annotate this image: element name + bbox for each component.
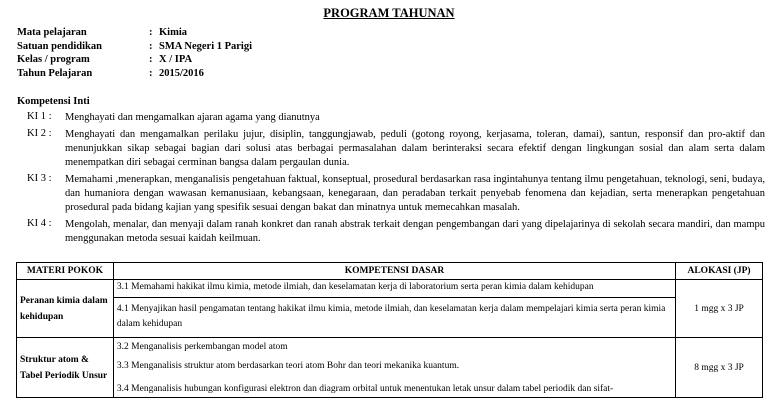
page-title: PROGRAM TAHUNAN xyxy=(323,6,455,20)
header-alokasi: ALOKASI (JP) xyxy=(676,263,763,280)
meta-row-school xyxy=(17,40,252,54)
meta-label: Tahun Pelajaran xyxy=(17,67,93,79)
meta-row-class xyxy=(17,53,252,67)
ki-code: KI 3 : xyxy=(27,173,52,184)
alokasi-cell: 1 mgg x 3 JP xyxy=(676,280,763,338)
ki-text: Menghayati dan mengamalkan ajaran agama yang dianutnya xyxy=(65,112,320,123)
kd-item: 4.1 Menyajikan hasil pengamatan tentang hakikat ilmu kimia, metode ilmiah, dan keselamatan kerja dalam mempelajari kimia serta peran kimia dalam kehidupan xyxy=(116,304,666,329)
header-materi-pokok: MATERI POKOK xyxy=(17,263,114,280)
meta-value: SMA Negeri 1 Parigi xyxy=(159,40,253,52)
header-kompetensi-dasar: KOMPETENSI DASAR xyxy=(113,263,675,280)
document-meta xyxy=(17,26,252,80)
materi-pokok-cell: Struktur atom & Tabel Periodik Unsur xyxy=(17,338,114,398)
meta-value: Kimia xyxy=(159,27,187,38)
kd-item: 3.4 Menganalisis hubungan konfigurasi elektron dan diagram orbital untuk menentukan letak unsur dalam tabel periodik dan sifat- xyxy=(116,384,614,394)
meta-label: Kelas / program xyxy=(17,54,90,66)
table-row xyxy=(17,280,763,338)
ki-text: Memahami ,menerapkan, menganalisis pengetahuan faktual, konseptual, prosedural berdasarkan rasa ingintahunya tentang ilmu pengetahuan, teknologi, seni, budaya, dan humaniora dengan wawasan kemanusiaan, kebangsaan, kenegaraan, dan peradaban terkait penyebab fenomena dan kejadian, serta menerapkan pengetahuan prosedural pada bidang kajian yang spesifik sesuai dengan bakat dan minatnya untuk memecahkan masalah. xyxy=(65,174,765,213)
meta-row-year xyxy=(17,67,252,81)
ki-code: KI 1 : xyxy=(27,111,52,122)
kd-cell xyxy=(113,338,675,398)
kd-item: 3.3 Menganalisis struktur atom berdasarkan teori atom Bohr dan teori mekanika kuantum. xyxy=(116,361,460,371)
kd-cell xyxy=(113,280,675,338)
ki-code: KI 4 : xyxy=(27,218,52,229)
table-header-row xyxy=(17,263,763,280)
meta-colon: : xyxy=(149,27,153,38)
meta-colon: : xyxy=(149,67,153,79)
ki-text: Menghayati dan mengamalkan perilaku jujur, disiplin, tanggungjawab, peduli (gotong royong, kerjasama, toleran, damai), santun, responsif dan pro-aktif dan menunjukkan sikap sebagai bagian dari solusi atas berbagai permasalahan dalam berinteraksi secara efektif dengan lingkungan sosial dan alam serta dalam menempatkan diri sebagai cerminan bangsa dalam pergaulan dunia. xyxy=(65,129,765,168)
alokasi-cell: 8 mgg x 3 JP xyxy=(676,338,763,398)
kd-item: 3.2 Menganalisis perkembangan model atom xyxy=(116,342,288,352)
ki-heading: Kompetensi Inti xyxy=(17,96,90,107)
ki-code: KI 2 : xyxy=(27,128,52,139)
ki-text: Mengolah, menalar, dan menyaji dalam ranah konkret dan ranah abstrak terkait dengan pengembangan dari yang dipelajarinya di sekolah secara mandiri, dan mampu menggunakan metoda sesuai kaidah keilmuan. xyxy=(65,219,765,244)
meta-colon: : xyxy=(149,40,153,52)
competency-table xyxy=(16,262,763,398)
meta-colon: : xyxy=(149,54,153,66)
table-row xyxy=(17,338,763,398)
meta-value: X / IPA xyxy=(159,54,193,66)
meta-value: 2015/2016 xyxy=(159,67,204,79)
meta-label: Mata pelajaran xyxy=(17,27,87,38)
kd-item: 3.1 Memahami hakikat ilmu kimia, metode ilmiah, dan keselamatan kerja di laboratorium serta peran kimia dalam kehidupan xyxy=(116,282,594,292)
meta-row-subject xyxy=(17,26,252,40)
meta-label: Satuan pendidikan xyxy=(17,40,102,52)
materi-pokok-cell: Peranan kimia dalam kehidupan xyxy=(17,280,114,338)
